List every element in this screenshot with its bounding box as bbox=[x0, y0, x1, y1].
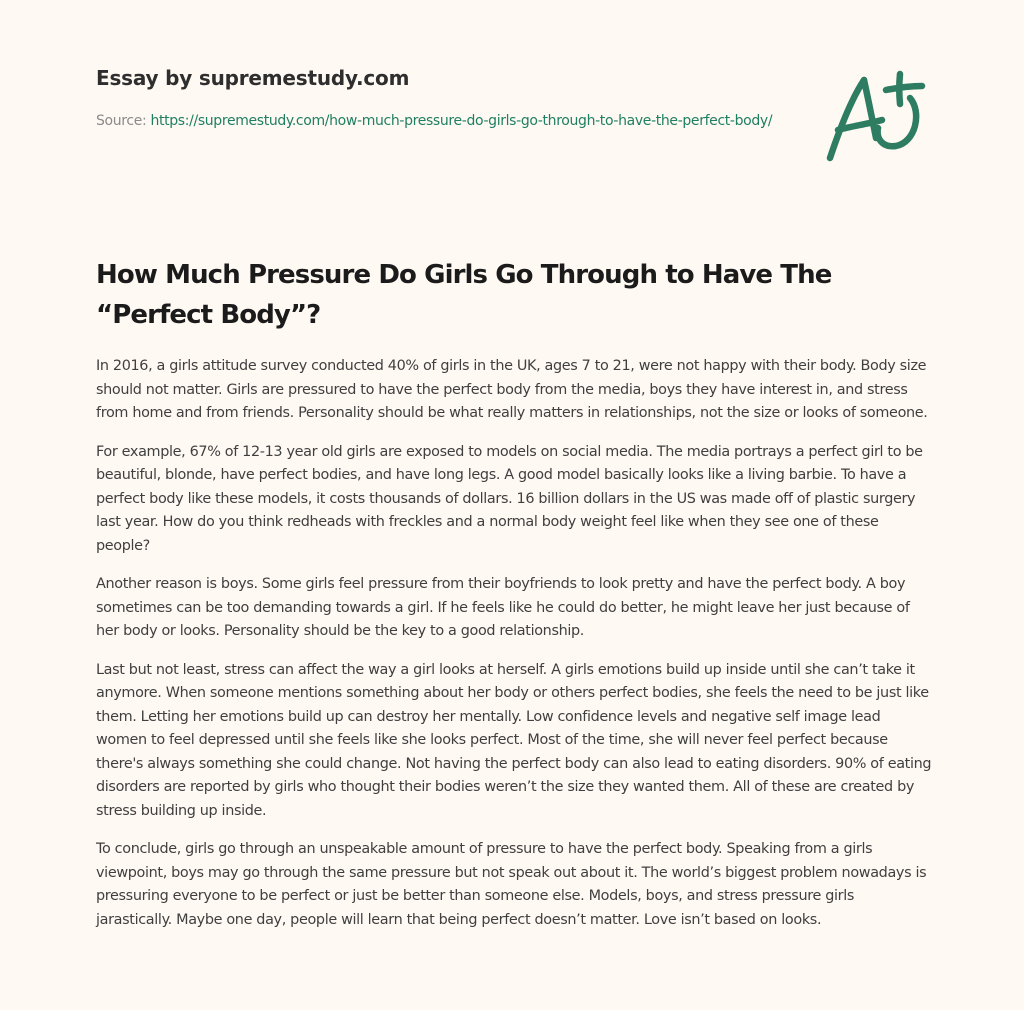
source-link[interactable]: https://supremestudy.com/how-much-pressure-do-girls-go-through-to-have-the-perfect-body/ bbox=[150, 113, 773, 129]
paragraph-conclusion: To conclude, girls go through an unspeakable amount of pressure to have the perfect body. Speaking from a girls viewpoint, boys may go through the same pressure but not speak out about it. The world’s biggest problem nowadays is pressuring everyone to be perfect or just be better than someone else. Models, boys, and stress pressure girls jarastically. Maybe one day, people will learn that being perfect doesn’t matter. Love isn’t based on looks. bbox=[96, 841, 927, 928]
paragraph-media: For example, 67% of 12-13 year old girls are exposed to models on social media. The media portrays a perfect girl to be beautiful, blonde, have perfect bodies, and have long legs. A good model basically looks like a living barbie. To have a perfect body like these models, it costs thousands of dollars. 16 billion dollars in the US was made off of plastic surgery last year. How do you think redheads with freckles and a normal body weight feel like when they see one of these people? bbox=[96, 443, 923, 554]
source-line bbox=[96, 109, 776, 134]
paragraph-boys: Another reason is boys. Some girls feel pressure from their boyfriends to look pretty and have the perfect body. A boy sometimes can be too demanding towards a girl. If he feels like he could do better, he might leave her just because of her body or looks. Personality should be the key to a good relationship. bbox=[96, 576, 910, 639]
paragraph-intro: In 2016, a girls attitude survey conducted 40% of girls in the UK, ages 7 to 21, were not happy with their body. Body size should not matter. Girls are pressured to have the perfect body from the media, boys they have interest in, and stress from home and from friends. Personality should be what really matters in relationships, not the size or looks of someone. bbox=[96, 358, 928, 421]
article-title: How Much Pressure Do Girls Go Through to Have The “Perfect Body”? bbox=[96, 260, 832, 330]
essay-article bbox=[96, 255, 932, 947]
site-title: Essay by supremestudy.com bbox=[96, 66, 410, 90]
paragraph-stress: Last but not least, stress can affect the way a girl looks at herself. A girls emotions build up inside until she can’t take it anymore. When someone mentions something about her body or others perfect bodies, she feels the need to be just like them. Letting her emotions build up can destroy her mentally. Low confidence levels and negative self image lead women to feel depressed until she feels like she looks perfect. Most of the time, she will never feel perfect because there's always something she could change. Not having the perfect body can also lead to eating disorders. 90% of eating disorders are reported by girls who thought their bodies weren’t the size they wanted them. All of these are created by stress building up inside. bbox=[96, 661, 932, 819]
essay-header bbox=[96, 62, 776, 134]
a-plus-grade-icon bbox=[822, 68, 928, 164]
source-label: Source: bbox=[96, 113, 151, 129]
